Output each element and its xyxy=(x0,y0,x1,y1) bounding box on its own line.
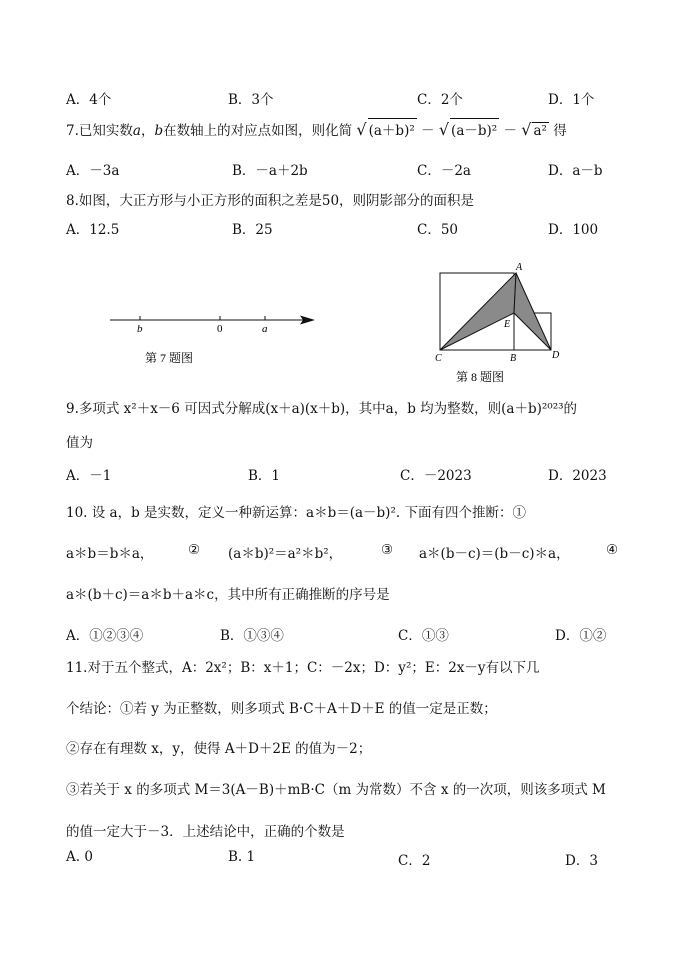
q11-option-c: C．2 xyxy=(398,853,431,869)
shaded-region-right xyxy=(514,273,551,350)
q7-comma: ， xyxy=(140,123,155,139)
q7-expr2: (a－b)² xyxy=(450,118,499,139)
q8-option-c: C．50 xyxy=(417,222,459,238)
label-D: D xyxy=(552,350,560,361)
q7-option-c: C．－2a xyxy=(417,163,471,179)
radical-icon: √ xyxy=(438,120,450,139)
q9-line1: 9.多项式 x²＋x－6 可因式分解成(x＋a)(x＋b)，其中a，b 均为整数，则(a＋b)²⁰²³的 xyxy=(66,401,578,417)
radical-icon: √ xyxy=(521,120,532,139)
q9-option-c: C．－2023 xyxy=(400,468,472,484)
q8-option-d: D．100 xyxy=(548,222,599,238)
q7-option-a: A．－3a xyxy=(66,163,120,179)
shaded-region-left xyxy=(440,273,516,350)
q8-stem: 8.如图，大正方形与小正方形的面积之差是50，则阴影部分的面积是 xyxy=(66,193,475,209)
label-E: E xyxy=(504,319,511,330)
q7-stem-mid: 在数轴上的对应点如图，则化简 xyxy=(163,123,353,139)
q7-stem-prefix: 7.已知实数 xyxy=(66,123,133,139)
q8-option-a: A．12.5 xyxy=(66,222,120,238)
label-B: B xyxy=(510,353,517,364)
q10-line2-marker4: ④ xyxy=(606,542,619,558)
q6-option-d: D．1个 xyxy=(548,92,595,108)
q7-option-d: D．a－b xyxy=(548,163,603,179)
label-C: C xyxy=(435,353,442,364)
q10-line3: a＊(b＋c)＝a＊b＋a＊c，其中所有正确推断的序号是 xyxy=(66,587,390,603)
q11-option-b: B. 1 xyxy=(228,849,256,865)
q11-line3: ②存在有理数 x，y，使得 A＋D＋2E 的值为－2； xyxy=(66,741,372,757)
q7-expr3: a² xyxy=(533,123,547,139)
q10-line2-part3: a＊(b－c)＝(b－c)＊a， xyxy=(419,546,570,562)
figure-7-caption: 第 7 题图 xyxy=(145,351,194,365)
q10-option-c: C．①③ xyxy=(398,628,449,644)
radical-icon: √ xyxy=(356,120,367,139)
figure-8-caption: 第 8 题图 xyxy=(456,370,505,384)
q7-var-a: a xyxy=(132,123,141,139)
q8-option-b: B．25 xyxy=(232,222,273,238)
q10-line2-marker3: ③ xyxy=(381,542,394,558)
q10-line2-part1: a＊b＝b＊a， xyxy=(66,546,154,562)
q6-option-c: C．2个 xyxy=(417,92,463,108)
q11-line2: 个结论：①若 y 为正整数，则多项式 B·C＋A＋D＋E 的值一定是正数； xyxy=(66,701,497,717)
q9-line2: 值为 xyxy=(66,435,93,451)
q6-option-b: B．3个 xyxy=(228,92,274,108)
q10-option-a: A．①②③④ xyxy=(66,628,144,644)
q7-stem-suffix: 得 xyxy=(553,123,567,139)
label-A: A xyxy=(516,262,523,273)
q10-option-b: B．①③④ xyxy=(220,628,284,644)
q7-expr1: (a＋b)² xyxy=(368,118,417,139)
q10-line2-part2: (a＊b)²＝a²＊b²， xyxy=(228,546,343,562)
q7-minus1: － xyxy=(421,123,435,139)
q10-line1: 10. 设 a，b 是实数，定义一种新运算：a＊b＝(a－b)². 下面有四个推断：① xyxy=(66,505,526,521)
q9-option-b: B．1 xyxy=(248,468,281,484)
q9-option-d: D．2023 xyxy=(548,468,607,484)
figure-8-squares xyxy=(430,258,570,388)
q7-stem xyxy=(66,118,567,139)
q10-option-d: D．①② xyxy=(555,628,607,644)
q11-line5: 的值一定大于－3．上述结论中，正确的个数是 xyxy=(66,824,345,840)
q11-line1: 11.对于五个整式，A：2x²；B：x＋1；C：－2x；D：y²；E：2x－y有以下几 xyxy=(66,660,540,676)
q11-option-d: D．3 xyxy=(565,853,598,869)
q10-line2-marker2: ② xyxy=(188,542,201,558)
label-b: b xyxy=(137,323,143,335)
q7-minus2: － xyxy=(503,123,517,139)
q7-option-b: B．－a＋2b xyxy=(232,163,308,179)
q11-option-a: A. 0 xyxy=(66,849,93,865)
q11-line4: ③若关于 x 的多项式 M＝3(A－B)＋mB·C（m 为常数）不含 x 的一次项，则该多项式 M xyxy=(66,782,606,798)
q6-option-a: A．4个 xyxy=(66,92,112,108)
figure-7-number-line xyxy=(100,300,330,375)
q9-option-a: A．－1 xyxy=(66,468,112,484)
label-a: a xyxy=(262,323,268,335)
q7-var-b: b xyxy=(154,123,164,139)
label-zero: 0 xyxy=(217,323,223,335)
